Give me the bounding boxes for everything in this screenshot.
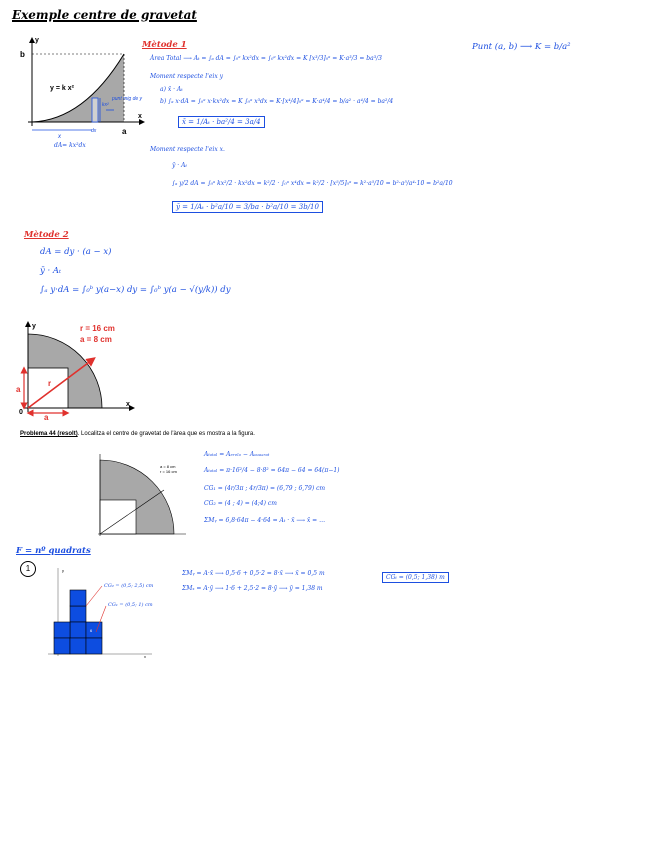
fig1-a-label: a xyxy=(122,127,127,136)
fig2-r-value: r = 16 cm xyxy=(80,324,115,333)
method2-heading: Mètode 2 xyxy=(24,230,69,240)
area-total-eq: Àrea Total ⟶ Aₜ = ∫ₐ dA = ∫₀ᵃ kx²dx = ∫₀ᵃ kx²dx = K [x³/3]₀ᵃ = K·a³/3 = ba³/3 xyxy=(150,55,382,62)
step-b: b) ∫ₐ x·dA = ∫₀ᵃ x·kx²dx = K ∫₀ᵃ x³dx = K·[x⁴/4]₀ᵃ = K·a⁴/4 = b/a² · a⁴/4 = ba²/4 xyxy=(160,98,394,105)
square xyxy=(70,638,86,654)
problem44-statement xyxy=(20,431,255,437)
moment-x-line: ΣMₓ = A·ȳ ⟶ 1·6 + 2,5·2 = 8·ȳ ⟶ ȳ = 1,38 m xyxy=(182,585,323,592)
square xyxy=(70,606,86,622)
p44-legend-r: r = 16 cm xyxy=(160,469,177,474)
sq-y-label: y xyxy=(62,568,64,573)
method2-line3: ∫ₐ y·dA = ∫₀ᵇ y(a−x) dy = ∫₀ᵇ y(a − √(y/k)) dy xyxy=(40,285,231,295)
fig2-a-value: a = 8 cm xyxy=(80,335,112,344)
fig1-b-label: b xyxy=(20,50,25,59)
square xyxy=(86,638,102,654)
section-f-heading: F = nº quadrats xyxy=(16,546,91,556)
method1-heading: Mètode 1 xyxy=(142,40,187,50)
p44-line1: Aₜₒₜₐₗ = Aₑᵣₑₗₒ − Aₒᵤₐₔᵣₐₜ xyxy=(204,451,270,458)
result-y-box: ȳ = 1/Aₜ · b²a/10 = 3/ba · b²a/10 = 3b/10 xyxy=(172,201,323,213)
square xyxy=(70,590,86,606)
p44-line5: ΣMᵧ = 6,8·64π − 4·64 = Aₜ · x̄ ⟶ x̄ = … xyxy=(204,517,326,524)
squares-figure xyxy=(44,566,164,658)
x-label: x xyxy=(58,134,61,140)
square xyxy=(54,638,70,654)
da-note: dA= kx²dx xyxy=(54,142,86,149)
fig2-a-horizontal: a xyxy=(44,413,49,420)
problem44-figure xyxy=(90,450,190,542)
fig2-origin: 0 xyxy=(19,409,23,416)
method2-line1: dA = dy · (a − x) xyxy=(40,247,112,257)
p44-line2: Aₜₒₜₐₗ = π·16²/4 − 8·8² = 64π − 64 = 64(π−1) xyxy=(204,467,340,474)
result-x-box: x̄ = 1/Aₜ · ba²/4 = 3a/4 xyxy=(178,116,265,128)
p44-line3: CG₁ = (4r/3π ; 4r/3π) = (6,79 ; 6,79) cm xyxy=(204,485,326,492)
kx2-label: kx² xyxy=(102,102,109,108)
page-title: Exemple centre de gravetat xyxy=(12,8,197,22)
fig1-y-label: y xyxy=(35,37,39,44)
fig2-y-label: y xyxy=(32,323,36,330)
fig2-a-vertical: a xyxy=(16,385,21,394)
sq-x-label: x xyxy=(144,654,146,658)
square xyxy=(54,622,70,638)
punt-mig-label: punt mig de y xyxy=(112,96,143,102)
fig2-x-label: x xyxy=(126,401,130,408)
dx-strip xyxy=(92,98,98,122)
count-bottom: 6 xyxy=(90,628,93,633)
quarter-circle-figure xyxy=(14,320,144,420)
fig1-x-label: x xyxy=(138,113,142,120)
cg-total-box: CGₜ = (0,5; 1,38) m xyxy=(382,572,449,583)
punt-note: Punt (a, b) ⟶ K = b/a² xyxy=(472,42,571,52)
step-a: a) x̄ · Aₜ xyxy=(160,86,183,93)
problem44-text: . Localitza el centre de gravetat de l'àrea que es mostra a la figura. xyxy=(77,431,255,437)
p44-line4: CG₂ = (4 ; 4) = (4;4) cm xyxy=(204,500,277,507)
method2-line2: ȳ · Aₜ xyxy=(40,266,62,276)
parabola-area xyxy=(32,54,124,122)
dx-label: dx xyxy=(91,128,97,134)
p44-legend-a: a = 8 cm xyxy=(160,464,176,469)
parabola-figure xyxy=(14,34,164,154)
square-grid xyxy=(54,590,102,654)
moment-y-heading: Moment respecte l'eix y xyxy=(150,73,224,80)
curve-label: y = k x² xyxy=(50,85,74,92)
problem-number-badge: 1 xyxy=(20,561,36,577)
cg2-leader xyxy=(86,586,102,606)
problem44-title: Problema 44 (resolt) xyxy=(20,431,78,437)
moment-x-heading: Moment respecte l'eix x. xyxy=(150,146,225,153)
square xyxy=(86,622,102,638)
removed-square xyxy=(28,368,68,408)
cg1-label: CG₁ = (0,5; 1) cm xyxy=(108,602,153,608)
fig2-r-label: r xyxy=(48,379,52,388)
cg2-label: CG₂ = (0,5; 2,5) cm xyxy=(104,583,154,589)
step-y: ȳ · Aₜ xyxy=(172,162,187,169)
integral-y: ∫ₐ y/2 dA = ∫₀ᵃ kx²/2 · kx²dx = k²/2 · ∫₀ᵃ x⁴dx = k²/2 · [x⁵/5]₀ᵃ = k²·a⁵/10 = b²·a⁵/a⁴·10 = b²a/10 xyxy=(172,180,453,187)
square xyxy=(70,622,86,638)
moment-y-line: ΣMᵧ = A·x̄ ⟶ 0,5·6 + 0,5·2 = 8·x̄ ⟶ x̄ = 0,5 m xyxy=(182,570,325,577)
count-top: 2 xyxy=(89,611,92,616)
p44-removed-square xyxy=(100,500,136,534)
